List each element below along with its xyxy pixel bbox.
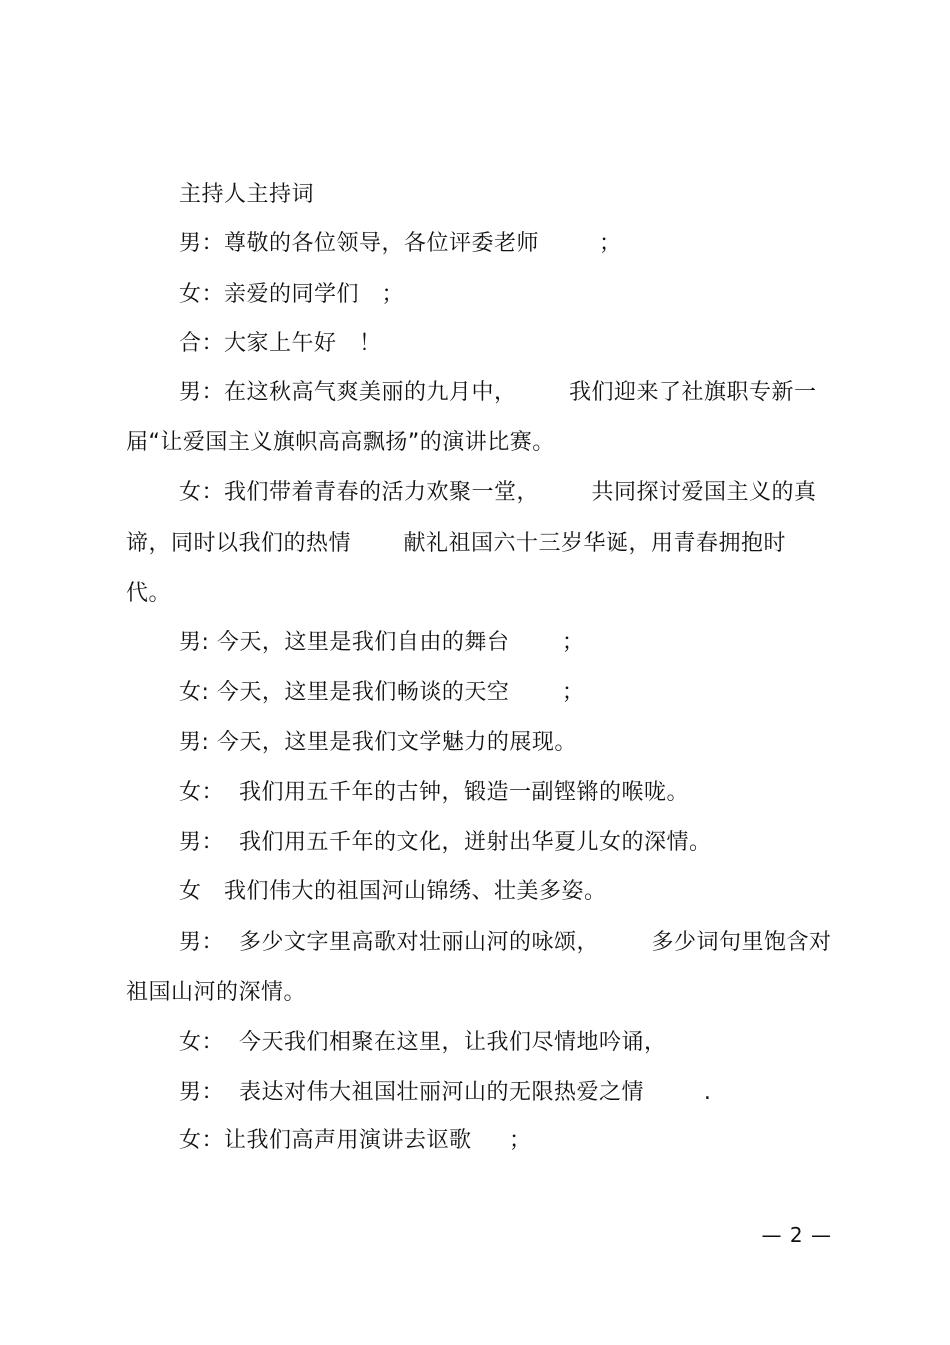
text-line: 女: 今天，这里是我们畅谈的天空 ； [179, 680, 585, 705]
text-line: 合：大家上午好 ！ [179, 331, 382, 356]
text-line: 女：让我们高声用演讲去讴歌 ； [179, 1128, 532, 1153]
text-line: 女： 今天我们相聚在这里，让我们尽情地吟诵， [179, 1030, 667, 1055]
text-line: 代。 [126, 581, 172, 606]
text-line: 女：亲爱的同学们 ； [179, 282, 404, 307]
text-line: 男: 今天，这里是我们文学魅力的展现。 [179, 730, 577, 755]
page-number: — 2 — [761, 1223, 832, 1247]
text-line: 男： 表达对伟大祖国壮丽河山的无限热爱之情 . [179, 1080, 712, 1105]
text-line: 男：在这秋高气爽美丽的九月中， 我们迎来了社旗职专新一 [179, 380, 817, 405]
text-line: 谛，同时以我们的热情 献礼祖国六十三岁华诞，用青春拥抱时 [126, 531, 786, 556]
text-line: 祖国山河的深情。 [126, 980, 307, 1005]
text-line: 女：我们带着青春的活力欢聚一堂， 共同探讨爱国主义的真 [179, 480, 817, 505]
text-line: 女： 我们用五千年的古钟，锻造一副铿锵的喉咙。 [179, 780, 689, 805]
text-line: 男： 多少文字里高歌对壮丽山河的咏颂， 多少词句里饱含对 [179, 930, 832, 955]
document-title: 主持人主持词 [179, 182, 315, 207]
text-line: 届“让爱国主义旗帜高高飘扬”的演讲比赛。 [126, 430, 555, 455]
text-line: 男: 今天，这里是我们自由的舞台 ； [179, 630, 585, 655]
text-line: 男：尊敬的各位领导，各位评委老师 ； [179, 231, 622, 256]
text-line: 男： 我们用五千年的文化，迸射出华夏儿女的深情。 [179, 830, 712, 855]
text-line: 女 我们伟大的祖国河山锦绣、壮美多姿。 [179, 879, 607, 904]
